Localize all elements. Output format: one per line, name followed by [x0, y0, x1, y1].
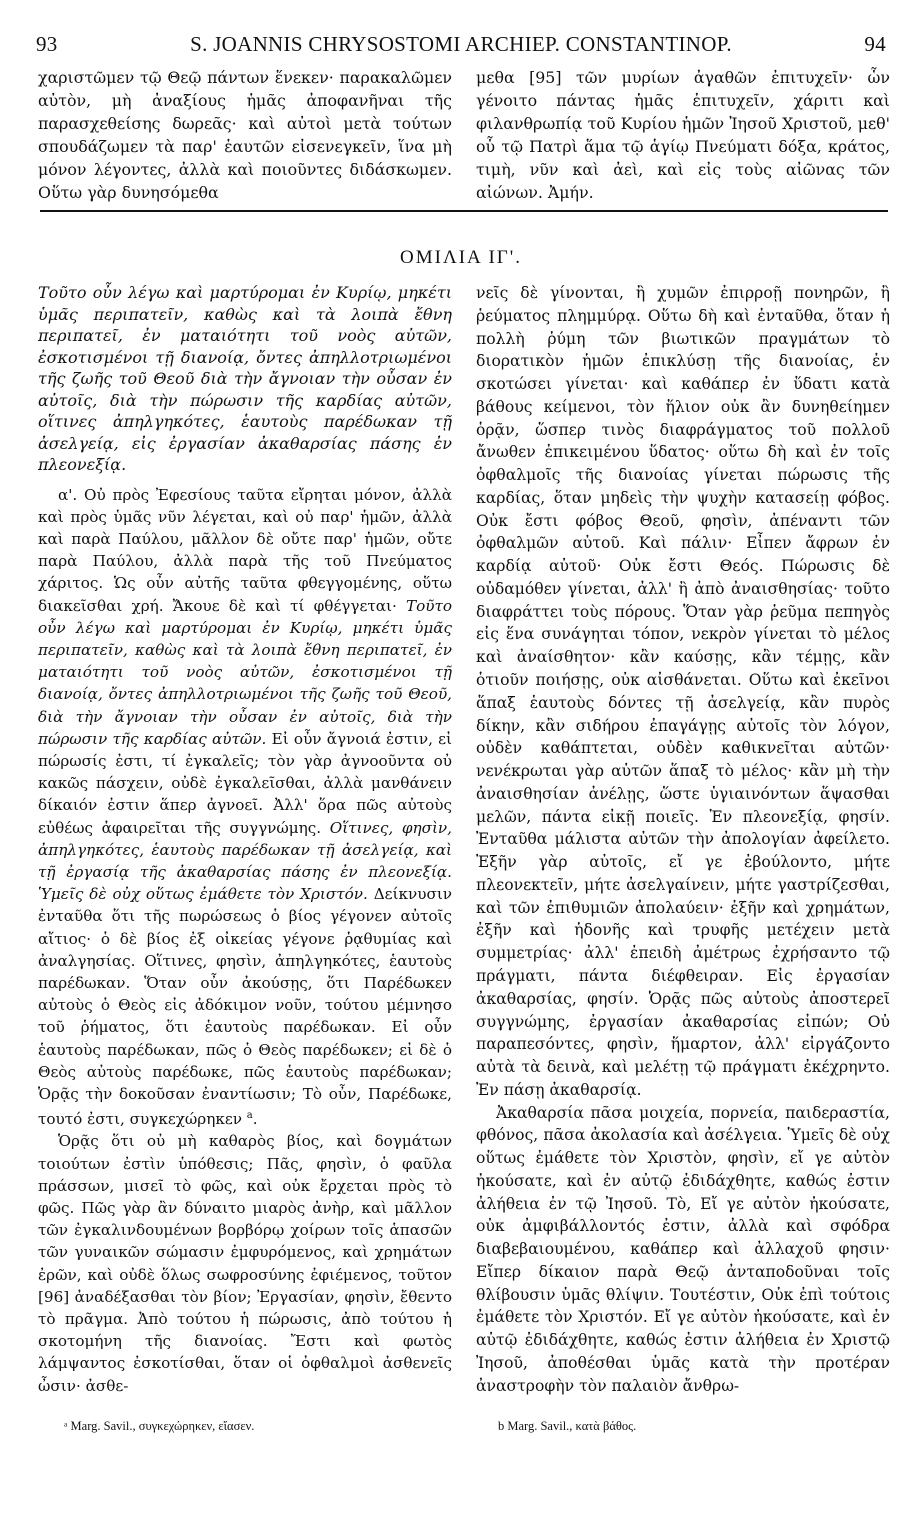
- top-right-text: μεθα [95] τῶν μυρίων ἀγαθῶν ἐπιτυχεῖν· ὧν γένοιτο πάντας ἡμᾶς ἐπιτυχεῖν, χάριτι καὶ φιλανθρωπίᾳ τοῦ Κυρίου ἡμῶν Ἰησοῦ Χριστοῦ, μεθ' οὗ τῷ Πατρὶ ἅμα τῷ ἁγίῳ Πνεύματι δόξα, κράτος, τιμὴ, νῦν καὶ ἀεὶ, καὶ εἰς τοὺς αἰῶνας τῶν αἰώνων. Ἀμήν.: [476, 68, 890, 203]
- paragraph: νεῖς δὲ γίνονται, ἢ χυμῶν ἐπιρροῇ πονηρῶν, ἢ ῥεύματος πλημμύρᾳ. Οὕτω δὴ καὶ ἐνταῦθα, ὅταν ἡ πολλὴ ῥύμη τῶν βιωτικῶν πραγμάτων τὸ διορατικὸν ἡμῶν ἐπικλύσῃ τῆς διανοίας, ἐν σκοτώσει γίνεται· καὶ καθάπερ ἐν ὕδατι κατὰ βάθους κείμενοι, τὸν ἥλιον οὐκ ἂν δυνηθείημεν ὁρᾷν, ὥσπερ τινὸς διαφράγματος τοῦ πολλοῦ ἄνωθεν ἐπικειμένου ὕδατος· οὕτω δὴ καὶ ἐν τοῖς ὀφθαλμοῖς τῆς διανοίας γίνεται πώρωσις τῆς καρδίας, ὅταν μηδεὶς τὴν ψυχὴν κατασείῃ φόβος. Οὐκ ἔστι φόβος Θεοῦ, φησὶν, ἀπέναντι τῶν ὀφθαλμῶν αὐτοῦ. Καὶ πάλιν· Εἶπεν ἄφρων ἐν καρδίᾳ αὐτοῦ· Οὐκ ἔστι Θεός. Πώρωσις δὲ οὐδαμόθεν γίνεται, ἀλλ' ἢ ἀπὸ ἀναισθησίας· τοῦτο διαφράττει τοὺς πόρους. Ὅταν γὰρ ῥεῦμα πεπηγὸς εἰς ἕνα συνάγηται τόπον, νεκρὸν γίνεται τὸ μέλος καὶ ἀναίσθητον· κἂν καύσῃς, κἂν τέμῃς, κἂν ὁτιοῦν ποιήσῃς, οὐκ αἰσθάνεται. Οὕτω καὶ ἐκεῖνοι ἅπαξ ἑαυτοὺς δόντες τῇ ἀσελγείᾳ, κἂν πυρὸς δίκην, κἂν σιδήρου ἐπαγάγῃς αὐτοῖς τὸν λόγον, οὐδὲν καθάπτεται, οὐδὲν καθικνεῖται αὐτῶν· νενέκρωται γὰρ αὐτῶν ἅπαξ τὸ μέλος· κἂν μὴ τὴν ἀναισθησίαν ἀνέλῃς, ὥστε ὑγιαινόντων ἅψασθαι μελῶν, πάντα εἰκῇ ποιεῖς. Ἐν πλεονεξίᾳ, φησίν. Ἐνταῦθα μάλιστα αὐτῶν τὴν ἀπολογίαν ἀφείλετο. Ἐξῆν γὰρ αὐτοῖς, εἴ γε ἐβούλοντο, μήτε πλεονεκτεῖν, μήτε ἀσελγαίνειν, μήτε γαστρίζεσθαι, καὶ τῶν ἐπιθυμιῶν ἀπολαύειν· ἐξῆν καὶ χρημάτων, ἐξῆν καὶ ἡδονῆς καὶ τρυφῆς μετέχειν μετὰ συμμετρίας· ἀλλ' ἐπειδὴ ἀμέτρως ἐχρήσαντο τῷ πράγματι, πάντα διέφθειραν. Εἰς ἐργασίαν ἀκαθαρσίας, φησίν. Ὁρᾷς πῶς αὐτοὺς ἀποστερεῖ συγγνώμης, ἐργασίαν ἀκαθαρσίας εἰπών; Οὐ παραπεσόντες, φησὶν, ἥμαρτον, ἀλλ' εἰργάζοντο αὐτὰ τὰ δεινὰ, καὶ μελέτῃ τῷ πράγματι ἐκέχρηντο. Ἐν πάσῃ ἀκαθαρσίᾳ.: [476, 284, 890, 1099]
- top-left-column: [38, 66, 452, 204]
- page-number-left: 93: [36, 32, 58, 56]
- paragraph: Ἀκαθαρσία πᾶσα μοιχεία, πορνεία, παιδεραστία, φθόνος, πᾶσα ἀκολασία καὶ ἀσέλγεια. Ὑμεῖς δὲ οὐχ οὕτως ἐμάθετε τὸν Χριστὸν, φησὶν, εἴ γε αὐτὸν ἠκούσατε, καὶ ἐν αὐτῷ ἐδιδάχθητε, καθώς ἐστιν ἀλήθεια ἐν τῷ Ἰησοῦ. Τὸ, Εἴ γε αὐτὸν ἠκούσατε, οὐκ ἀμφιβάλλοντός ἐστιν, ἀλλὰ καὶ σφόδρα διαβεβαιουμένου, καθάπερ καὶ ἀλλαχοῦ φησιν· Εἴπερ δίκαιον παρὰ Θεῷ ἀνταποδοῦναι τοῖς θλίβουσιν ὑμᾶς θλίψιν. Τουτέστιν, Οὐκ ἐπὶ τούτοις ἐμάθετε τὸν Χριστόν. Εἴ γε αὐτὸν ἠκούσατε, καὶ ἐν αὐτῷ ἐδιδάχθητε, καθώς ἐστιν ἀλήθεια ἐν Χριστῷ Ἰησοῦ, ἀποθέσθαι ὑμᾶς κατὰ τὴν προτέραν ἀναστροφὴν τὸν παλαιὸν ἄνθρω-: [476, 1103, 890, 1395]
- top-left-text: χαριστῶμεν τῷ Θεῷ πάντων ἕνεκεν· παρακαλῶμεν αὐτὸν, μὴ ἀναξίους ἡμᾶς ἀποφανῆναι τῆς παρασχεθείσης δωρεᾶς· καὶ αὐτοὶ μετὰ τούτων σπουδάζωμεν τὰ παρ' ἑαυτῶν εἰσενεγκεῖν, ἵνα μὴ μόνον λέγοντες, ἀλλὰ καὶ ποιοῦντες διδάσκωμεν. Οὕτω γὰρ δυνησόμεθα: [38, 68, 452, 203]
- running-head: [36, 32, 886, 62]
- right-column: [476, 282, 890, 1398]
- top-right-column: [476, 66, 890, 204]
- left-column: [38, 282, 452, 1397]
- quotation: Τοῦτο οὖν λέγω καὶ μαρτύρομαι ἐν Κυρίῳ, μηκέτι ὑμᾶς περιπατεῖν, καθὼς καὶ τὰ λοιπὰ ἔθνη περιπατεῖ, ἐν ματαιότητι τοῦ νοὸς αὐτῶν, ἐσκοτισμένοι τῇ διανοίᾳ, ὄντες ἀπηλλοτριωμένοι τῆς ζωῆς τοῦ Θεοῦ, διὰ τὴν ἄγνοιαν τὴν οὖσαν ἐν αὐτοῖς, διὰ τὴν πώρωσιν τῆς καρδίας αὐτῶν.: [38, 596, 453, 748]
- paragraph-text: Εἰ οὖν ἄγνοιά ἐστιν, εἰ πώρωσίς ἐστι, τί ἐγκαλεῖς; τὸν γὰρ ἀγνοοῦντα οὐ κακῶς πάσχειν, οὐδὲ ἐγκαλεῖσθαι, ἀλλὰ μανθάνειν δίκαιόν ἐστιν ἅπερ ἀγνοεῖ. Ἀλλ' ὅρα πῶς αὐτοὺς εὐθέως ἀφαιρεῖται τῆς συγγνώμης.: [38, 729, 452, 837]
- paragraph-text: Δείκνυσιν ἐνταῦθα ὅτι τῆς πωρώσεως ὁ βίος γέγονεν αὐτοῖς αἴτιος· ὁ δὲ βίος ἐξ οἰκείας γέγονε ῥᾳθυμίας καὶ ἀναλγησίας. Οἵτινες, φησὶν, ἀπηλγηκότες, ἑαυτοὺς παρέδωκαν. Ὅταν οὖν ἀκούσῃς, ὅτι Παρέδωκεν αὐτοὺς ὁ Θεὸς εἰς ἀδόκιμον νοῦν, τούτου μέμνησο τοῦ ῥήματος, ὅτι ἑαυτοὺς παρέδωκαν. Εἰ οὖν ἑαυτοὺς παρέδωκαν, πῶς ὁ Θεὸς παρέδωκεν; εἰ δὲ ὁ Θεὸς αὐτοὺς παρέδωκε, πῶς ἑαυτοὺς παρέδωκαν; Ὁρᾷς τὴν δοκοῦσαν ἐναντίωσιν; Τὸ οὖν, Παρέδωκε, τουτό ἐστι, συγκεχώρηκεν: [38, 885, 453, 1129]
- running-title: S. JOANNIS CHRYSOSTOMI ARCHIEP. CONSTANTINOP.: [190, 32, 732, 56]
- homily-title: ΟΜΙΛΙΑ ΙΓ'.: [400, 247, 522, 268]
- paragraph: Ὁρᾷς ὅτι οὐ μὴ καθαρὸς βίος, καὶ δογμάτων τοιούτων ἐστὶν ὑπόθεσις; Πᾶς, φησὶν, ὁ φαῦλα πράσσων, μισεῖ τὸ φῶς, καὶ οὐκ ἔρχεται πρὸς τὸ φῶς. Πῶς γὰρ ἂν δύναιτο μιαρὸς ἀνὴρ, καὶ μᾶλλον τῶν ἐγκαλινδουμένων βορβόρῳ χοίρων τοῖς ἁπασῶν τῶν γυναικῶν σώμασιν ἐμφυρόμενος, καὶ χρημάτων ἐρῶν, καὶ οὐδὲ ὅλως σωφροσύνης ἐφιέμενος, τοῦτον [96] ἀναδέξασθαι τὸν βίον; Ἐργασίαν, φησὶν, ἔθεντο τὸ πρᾶγμα. Ἀπὸ τούτου ἡ πώρωσις, ἀπὸ τούτου ἡ σκοτομήνη τῆς διανοίας. Ἔστι καὶ φωτὸς λάμψαντος ἐσκοτίσθαι, ὅταν οἱ ὀφθαλμοὶ ἀσθενεῖς ὦσιν· ἀσθε-: [38, 1132, 452, 1395]
- footnote-a: ᵃ Marg. Savil., συγκεχώρηκεν, εἴασεν.: [64, 1419, 255, 1433]
- page-number-right: 94: [864, 32, 886, 56]
- section-divider: [40, 210, 888, 212]
- footnote-marker: a: [246, 1110, 253, 1122]
- footnote-b: b Marg. Savil., κατὰ βάθος.: [498, 1419, 637, 1433]
- quotation: Οἵτινες, φησὶν, ἀπηλγηκότες, ἑαυτοὺς παρέδωκαν τῇ ἀσελγείᾳ, καὶ τῇ ἐργασίᾳ τῆς ἀκαθαρσίας πάσης ἐν πλεονεξίᾳ. Ὑμεῖς δὲ οὐχ οὕτως ἐμάθετε τὸν Χριστόν.: [38, 818, 452, 904]
- paragraph-text: α'. Οὐ πρὸς Ἐφεσίους ταῦτα εἴρηται μόνον, ἀλλὰ καὶ πρὸς ὑμᾶς νῦν λέγεται, καὶ οὐ παρ' ἡμῶν, ἀλλὰ καὶ παρὰ Παύλου, μᾶλλον δὲ οὔτε παρ' ἡμῶν, οὔτε παρὰ Παύλου, ἀλλὰ παρὰ τῆς τοῦ Πνεύματος χάριτος. Ὡς οὖν αὐτῆς ταῦτα φθεγγομένης, οὕτω διακεῖσθαι χρή. Ἄκουε δὲ καὶ τί φθέγγεται·: [38, 485, 452, 615]
- lemma: Τοῦτο οὖν λέγω καὶ μαρτύρομαι ἐν Κυρίῳ, μηκέτι ὑμᾶς περιπατεῖν, καθὼς καὶ τὰ λοιπὰ ἔθνη περιπατεῖ, ἐν ματαιότητι τοῦ νοὸς αὐτῶν, ἐσκοτισμένοι τῇ διανοίᾳ, ὄντες ἀπηλλοτριωμένοι τῆς ζωῆς τοῦ Θεοῦ διὰ τὴν ἄγνοιαν τὴν οὖσαν ἐν αὐτοῖς, διὰ τὴν πώρωσιν τῆς καρδίας αὐτῶν, οἵτινες ἀπηλγηκότες, ἑαυτοὺς παρέδωκαν τῇ ἀσελγείᾳ, εἰς ἐργασίαν ἀκαθαρσίας πάσης ἐν πλεονεξίᾳ.: [38, 283, 452, 474]
- paragraph: α'. Οὐ πρὸς Ἐφεσίους ταῦτα εἴρηται μόνον, ἀλλὰ καὶ πρὸς ὑμᾶς νῦν λέγεται, καὶ οὐ παρ' ἡμῶν, ἀλλὰ καὶ παρὰ Παύλου, μᾶλλον δὲ οὔτε παρ' ἡμῶν, οὔτε παρὰ Παύλου, ἀλλὰ παρὰ τῆς τοῦ Πνεύματος χάριτος. Ὡς οὖν αὐτῆς ταῦτα φθεγγομένης, οὕτω διακεῖσθαι χρή. Ἄκουε δὲ καὶ τί φθέγγεται· Τοῦτο οὖν λέγω καὶ μαρτύρομαι ἐν Κυρίῳ, μηκέτι ὑμᾶς περιπατεῖν, καθὼς καὶ τὰ λοιπὰ ἔθνη περιπατεῖ, ἐν ματαιότητι τοῦ νοὸς αὐτῶν, ἐσκοτισμένοι τῇ διανοίᾳ, ὄντες ἀπηλλοτριωμένοι τῆς ζωῆς τοῦ Θεοῦ, διὰ τὴν ἄγνοιαν τὴν οὖσαν ἐν αὐτοῖς, διὰ τὴν πώρωσιν τῆς καρδίας αὐτῶν. Εἰ οὖν ἄγνοιά ἐστιν, εἰ πώρωσίς ἐστι, τί ἐγκαλεῖς; τὸν γὰρ ἀγνοοῦντα οὐ κακῶς πάσχειν, οὐδὲ ἐγκαλεῖσθαι, ἀλλὰ μανθάνειν δίκαιόν ἐστιν ἅπερ ἀγνοεῖ. Ἀλλ' ὅρα πῶς αὐτοὺς εὐθέως ἀφαιρεῖται τῆς συγγνώμης. Οἵτινες, φησὶν, ἀπηλγηκότες, ἑαυτοὺς παρέδωκαν τῇ ἀσελγείᾳ, καὶ τῇ ἐργασίᾳ τῆς ἀκαθαρσίας πάσης ἐν πλεονεξίᾳ. Ὑμεῖς δὲ οὐχ οὕτως ἐμάθετε τὸν Χριστόν. Δείκνυσιν ἐνταῦθα ὅτι τῆς πωρώσεως ὁ βίος γέγονεν αὐτοῖς αἴτιος· ὁ δὲ βίος ἐξ οἰκείας γέγονε ῥᾳθυμίας καὶ ἀναλγησίας. Οἵτινες, φησὶν, ἀπηλγηκότες, ἑαυτοὺς παρέδωκαν. Ὅταν οὖν ἀκούσῃς, ὅτι Παρέδωκεν αὐτοὺς ὁ Θεὸς εἰς ἀδόκιμον νοῦν, τούτου μέμνησο τοῦ ῥήματος, ὅτι ἑαυτοὺς παρέδωκαν. Εἰ οὖν ἑαυτοὺς παρέδωκαν, πῶς ὁ Θεὸς παρέδωκεν; εἰ δὲ ὁ Θεὸς αὐτοὺς παρέδωκε, πῶς ἑαυτοὺς παρέδωκαν; Ὁρᾷς τὴν δοκοῦσαν ἐναντίωσιν; Τὸ οὖν, Παρέδωκε, τουτό ἐστι, συγκεχώρηκεν $^a$.: [38, 485, 453, 1129]
